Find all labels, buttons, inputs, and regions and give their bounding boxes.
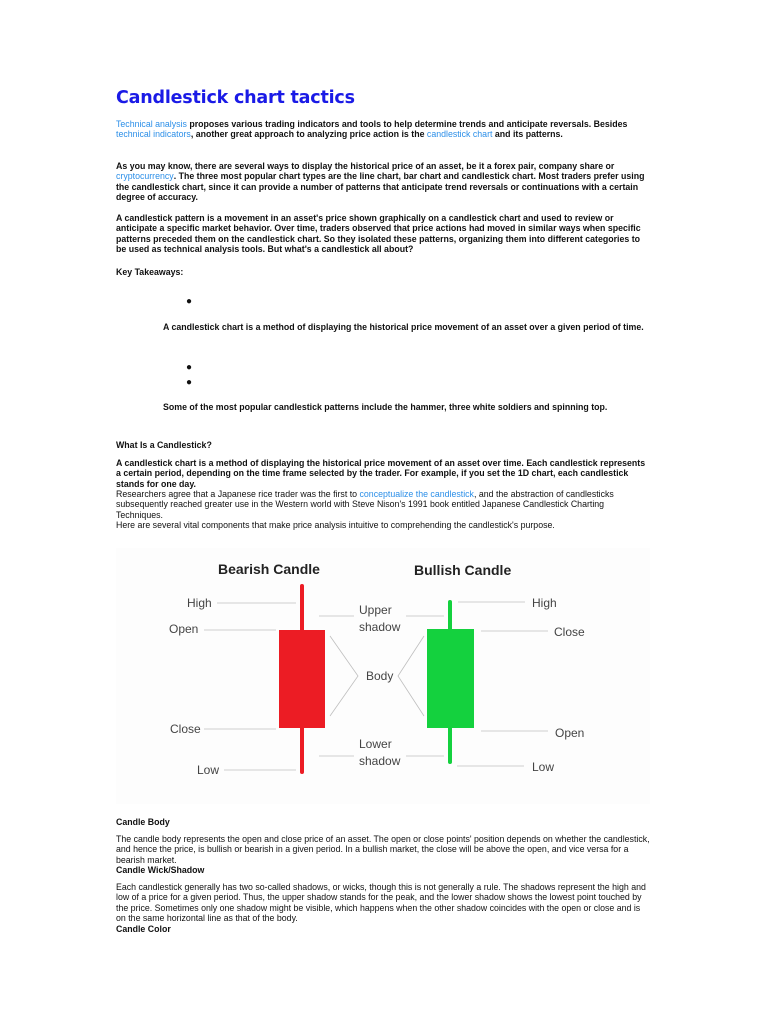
lower-shadow-label-2: shadow (359, 754, 401, 768)
intro-paragraph: Technical analysis proposes various trading indicators and tools to help determine trends and anticipate reversals. Besides technical indicators, another great approach to analyzing price action is the candlestick chart and its patterns. (116, 119, 628, 140)
candlestick-chart-link[interactable]: candlestick chart (426, 129, 493, 140)
bullet-icon: ● (186, 377, 193, 388)
bullish-low-label: Low (532, 760, 555, 774)
bullish-high-label: High (532, 596, 557, 610)
bearish-close-label: Close (170, 722, 201, 736)
candle-wick-heading: Candle Wick/Shadow (116, 865, 205, 875)
what-is-candlestick-paragraph: A candlestick chart is a method of displaying the historical price movement of an asset over time. Each candlestick represents a certain period, depending on the time frame selected by the trader. For example, if you set the 1D chart, each candlestick stands for one day. (116, 458, 646, 489)
candle-wick-paragraph: Each candlestick generally has two so-called shadows, or wicks, though this is not generally a rule. The shadows represent the high and low of a price for a given period. Thus, the upper shadow stands for the peak, and the lower shadow shows the lowest point touched by the price. Sometimes only one shadow might be visible, which happens when the other shadow coincides with the open or close and is on the same horizontal line as that of the body. (116, 882, 646, 924)
what-is-candlestick-heading: What Is a Candlestick? (116, 440, 212, 450)
cryptocurrency-link[interactable]: cryptocurrency (116, 171, 174, 182)
bullish-close-label: Close (554, 625, 585, 639)
key-takeaways-label: Key Takeaways: (116, 267, 184, 277)
bullet-icon: ● (186, 296, 193, 307)
candlestick-pattern-paragraph: A candlestick pattern is a movement in an asset's price shown graphically on a candlestick chart and used to review or anticipate a specific market behavior. Over time, traders observed that price actions had moved in similar ways when specific patterns preceded them on the candlestick chart. So they isolated these patterns, organizing them into different categories to be used as technical analysis tools. But what's a candlestick all about? (116, 213, 641, 255)
chart-types-paragraph: As you may know, there are several ways to display the historical price of an asset, be it a forex pair, company share or cryptocurrency. The three most popular chart types are the line chart, bar chart and candlestick chart. Most traders prefer using the candlestick chart, since it can provide a number of patterns that anticipate trend reversals or continuations with a certain degree of accuracy. (116, 161, 645, 203)
bullish-candle-body (427, 629, 474, 728)
technical-analysis-link[interactable]: Technical analysis (116, 119, 187, 129)
upper-shadow-label-1: Upper (359, 603, 392, 617)
candle-body-heading: Candle Body (116, 817, 170, 827)
researchers-paragraph: Researchers agree that a Japanese rice trader was the first to conceptualize the candlestick, and the abstraction of candlesticks subsequently reached greater use in the Western world with Steve Nison's 1991 book entitled Japanese Candlestick Charting Techniques. (116, 489, 614, 520)
candlestick-diagram (116, 548, 650, 804)
bullet-icon: ● (186, 362, 193, 373)
bullish-open-label: Open (555, 726, 585, 740)
components-intro-line: Here are several vital components that make price analysis intuitive to comprehending the candlestick's purpose. (116, 520, 555, 530)
bullish-candle-title: Bullish Candle (414, 562, 512, 578)
conceptualize-candlestick-link[interactable]: conceptualize the candlestick (359, 489, 474, 499)
bearish-candle-body (279, 630, 325, 728)
technical-indicators-link[interactable]: technical indicators (116, 129, 191, 140)
upper-shadow-label-2: shadow (359, 620, 401, 634)
lower-shadow-label-1: Lower (359, 737, 392, 751)
bearish-high-label: High (187, 596, 212, 610)
takeaway-item: Some of the most popular candlestick patterns include the hammer, three white soldiers and spinning top. (163, 402, 608, 412)
candle-color-heading: Candle Color (116, 924, 171, 934)
candle-body-paragraph: The candle body represents the open and close price of an asset. The open or close points' position depends on whether the candlestick, and hence the price, is bullish or bearish in a given period. In a bullish market, the close will be above the open, and vice versa for a bearish market. (116, 834, 650, 865)
bearish-open-label: Open (169, 622, 199, 636)
bearish-candle-title: Bearish Candle (218, 561, 320, 577)
body-label: Body (366, 669, 394, 683)
page-title: Candlestick chart tactics (116, 88, 355, 108)
takeaway-item: A candlestick chart is a method of displaying the historical price movement of an asset over a given period of time. (163, 322, 644, 332)
bearish-low-label: Low (197, 763, 220, 777)
